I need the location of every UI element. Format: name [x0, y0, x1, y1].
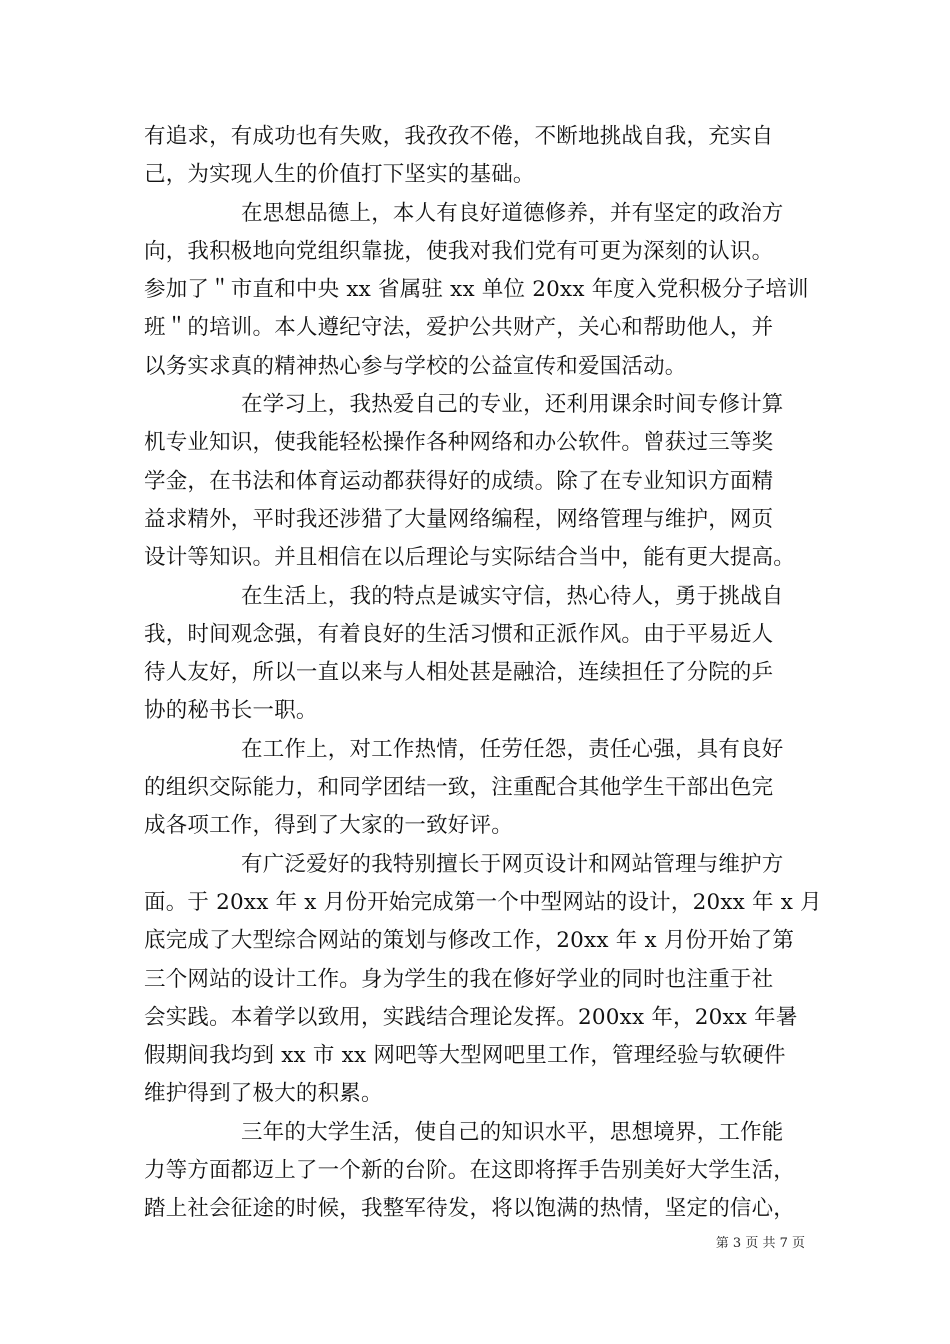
text-line: 有追求，有成功也有失败，我孜孜不倦，不断地挑战自我，充实自	[144, 124, 774, 149]
paragraph-start: 有广泛爱好的我特别擅长于网页设计和网站管理与维护方	[241, 851, 784, 877]
text-line: 我，时间观念强，有着良好的生活习惯和正派作风。由于平易近人	[144, 621, 774, 647]
text-line: 设计等知识。并且相信在以后理论与实际结合当中，能有更大提高。	[144, 545, 796, 571]
text-line: 协的秘书长一职。	[144, 698, 318, 724]
text-line: 三个网站的设计工作。身为学生的我在修好学业的同时也注重于社	[144, 966, 774, 992]
document-body	[144, 118, 822, 1229]
text-line: 己，为实现人生的价值打下坚实的基础。	[144, 162, 535, 188]
text-line: 的组织交际能力，和同学团结一致，注重配合其他学生干部出色完	[144, 775, 774, 801]
paragraph-start: 在学习上，我热爱自己的专业，还利用课余时间专修计算	[241, 392, 784, 418]
text-line: 益求精外，平时我还涉猎了大量网络编程，网络管理与维护，网页	[144, 506, 774, 532]
page-number: 第 3 页 共 7 页	[715, 1236, 805, 1251]
text-line: 踏上社会征途的时候，我整军待发，将以饱满的热情，坚定的信心，	[144, 1196, 796, 1222]
text-line: 以务实求真的精神热心参与学校的公益宣传和爱国活动。	[144, 353, 687, 379]
text-line: 维护得到了极大的积累。	[144, 1081, 383, 1107]
text-line: 参加了＂市直和中央 xx 省属驻 xx 单位 20xx 年度入党积极分子培训	[144, 277, 809, 303]
text-line: 假期间我均到 xx 市 xx 网吧等大型网吧里工作，管理经验与软硬件	[144, 1043, 786, 1069]
text-line: 班＂的培训。本人遵纪守法，爱护公共财产，关心和帮助他人，并	[144, 315, 774, 341]
paragraph-start: 在生活上，我的特点是诚实守信，热心待人，勇于挑战自	[241, 583, 784, 609]
paragraph-start: 在思想品德上，本人有良好道德修养，并有坚定的政治方	[241, 200, 784, 226]
text-line: 会实践。本着学以致用，实践结合理论发挥。200xx 年，20xx 年暑	[144, 1004, 798, 1030]
text-line: 机专业知识，使我能轻松操作各种网络和办公软件。曾获过三等奖	[144, 430, 774, 456]
paragraph-start: 在工作上，对工作热情，任劳任怨，责任心强，具有良好	[241, 736, 784, 762]
text-line: 底完成了大型综合网站的策划与修改工作，20xx 年 x 月份开始了第	[144, 928, 795, 954]
text-line: 学金，在书法和体育运动都获得好的成绩。除了在专业知识方面精	[144, 468, 774, 494]
paragraph-start: 三年的大学生活，使自己的知识水平，思想境界，工作能	[241, 1119, 784, 1145]
text-line: 成各项工作，得到了大家的一致好评。	[144, 813, 513, 839]
text-line: 面。于 20xx 年 x 月份开始完成第一个中型网站的设计，20xx 年 x 月	[144, 889, 822, 915]
text-line: 向，我积极地向党组织靠拢，使我对我们党有可更为深刻的认识。	[144, 238, 774, 264]
text-line: 力等方面都迈上了一个新的台阶。在这即将挥手告别美好大学生活，	[144, 1158, 796, 1184]
text-line: 待人友好，所以一直以来与人相处甚是融洽，连续担任了分院的乒	[144, 660, 774, 686]
